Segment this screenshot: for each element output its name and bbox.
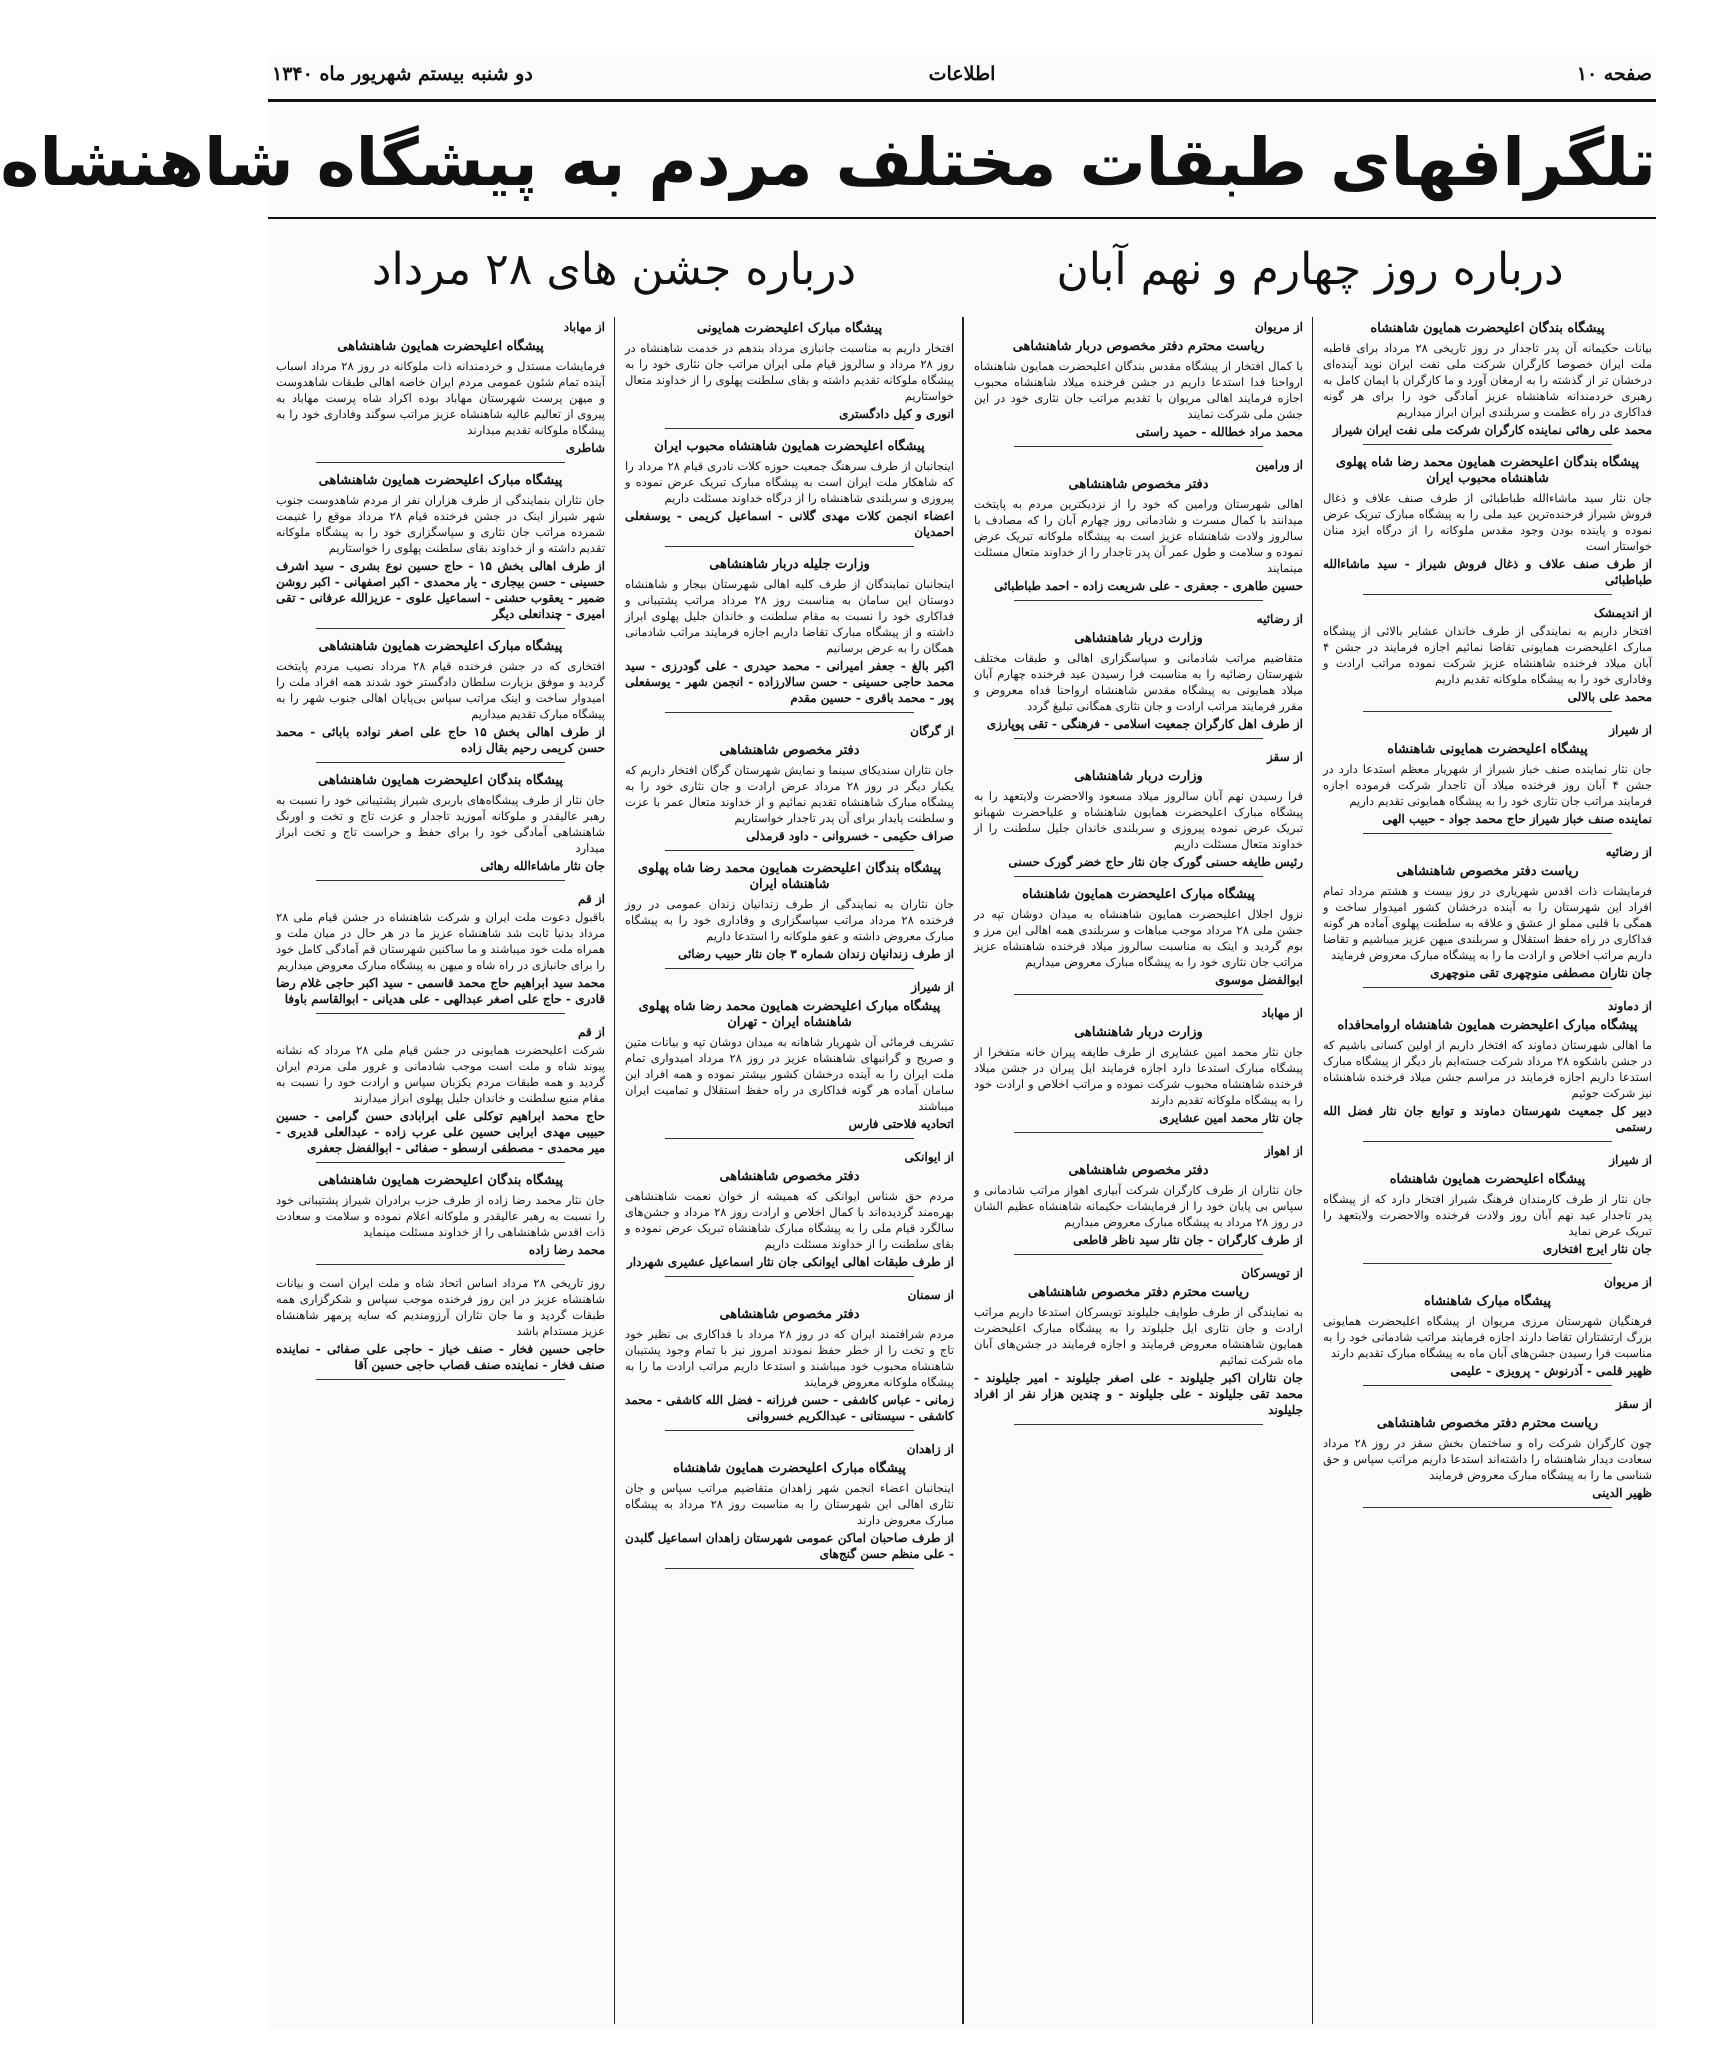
telegram-signature: از طرف اهالی بخش ۱۵ - حاج حسین نوع بشری - سید اشرف حسینی - حسن بیجاری - یار محمدی - اکبر اصفهانی - اکبر روشن ضمیر - یعقوب حشنی - اسماعیل علوی - عزیزالله عرفانی - تقی امیری - چندانعلی دیگر bbox=[276, 559, 605, 621]
telegram-item bbox=[1323, 605, 1652, 712]
telegram-addressee: پیشگاه بندگان اعلیحضرت همایون محمد رضا شاه پهلوی شاهنشاه ایران bbox=[637, 861, 942, 892]
item-divider bbox=[1014, 1132, 1263, 1133]
telegram-signature: حاجی حسین فخار - صنف خباز - حاجی علی صفائی - نماینده صنف فخار - نماینده صنف قصاب حاجی حسین آقا bbox=[276, 1342, 605, 1372]
telegram-body: جان نثاران بنمایندگی از طرف هزاران نفر از مردم شاهدوست جنوب شهر شیراز اینک در جشن فرخنده قیام ۲۸ مرداد موقع را غنیمت شمرده مراتب جان نثاری و سپاسگزاری خود را به پیشگاه ملوکانه تقدیم داشته و از خداوند بقای سلطنت پهلوی را خواستاریم bbox=[276, 493, 605, 555]
telegram-item bbox=[276, 1275, 605, 1380]
item-divider bbox=[1014, 446, 1263, 447]
header-rule bbox=[268, 99, 1656, 102]
telegram-signature: زمانی - عباس کاشفی - حسن فرزانه - فضل الله کاشفی - محمد کاشفی - سیستانی - عبدالکریم خسروانی bbox=[625, 1393, 954, 1423]
telegram-origin: از سقز bbox=[1615, 1397, 1652, 1411]
telegram-body: به نمایندگی از طرف طوایف جلیلوند تویسرکان استدعا داریم مراتب ارادت و جان نثاری ایل جلیلوند را به پیشگاه مبارک اعلیحضرت همایون شاهنشاه معروض فرمایند و اجازه فرمایند در جشن‌های آبان ماه شرکت نمائیم bbox=[974, 1305, 1303, 1367]
telegram-addressee: پیشگاه بندگان اعلیحضرت همایون شاهنشاهی bbox=[317, 1173, 564, 1188]
telegram-signature: انوری و کیل دادگستری bbox=[839, 407, 954, 421]
telegram-signature: ظهیر الدینی bbox=[1592, 1486, 1652, 1500]
telegram-origin: از سمنان bbox=[907, 1288, 954, 1302]
telegram-body: جان نثار نماینده صنف خباز شیراز از شهریار معظم استدعا دارد در جشن ۴ آبان روز فرخنده میلاد آن تاجدار شرکت فرموده اجازه فرمایند مراتب جان نثاری خود را به پیشگاه همایونی تقدیم داریم bbox=[1323, 762, 1653, 808]
paper-name: اطلاعات bbox=[928, 63, 996, 85]
telegram-item bbox=[1323, 455, 1652, 595]
telegram-body: جان نثار محمد رضا زاده از طرف حزب برادران شیراز پشتیبانی خود را نسبت به رهبر عالیقدر و ملوکانه اعلام نموده و سلامت و سعادت ذات اقدس شاهنشاهی را از خداوند مسئلت مینماید bbox=[276, 1193, 605, 1239]
item-divider bbox=[1363, 1141, 1612, 1142]
telegram-body: متقاضیم مراتب شادمانی و سپاسگزاری اهالی و طبقات مختلف شهرستان رضائیه را به مناسبت فرا رسیدن عید فرخنده چهارم آبان میلاد همایونی به پیشگاه مقدس شاهنشاه ارواحنا فداه معروض و مقرر فرمایند مراتب ارادت و جان نثاری همگانی تبلیغ گردد bbox=[974, 651, 1303, 713]
column-4 bbox=[272, 317, 609, 2024]
telegram-body: جان نثاران از طرف کارگران شرکت آبیاری اهواز مراتب شادمانی و سپاس بی پایان خود را از فرمایشات حکیمانه شاهنشاه عظیم الشان در روز ۲۸ مرداد به پیشگاه مبارک معروض میداریم bbox=[974, 1183, 1303, 1229]
item-divider bbox=[1014, 1254, 1263, 1255]
telegram-origin: از سقز bbox=[1266, 750, 1303, 764]
telegram-item bbox=[974, 457, 1303, 601]
item-divider bbox=[316, 628, 565, 629]
telegram-addressee: پیشگاه بندگان اعلیحضرت همایون محمد رضا شاه پهلوی شاهنشاه محبوب ایران bbox=[1335, 455, 1640, 486]
telegram-body: افتخاری که در جشن فرخنده قیام ۲۸ مرداد نصیب مردم پایتخت گردید و موفق بزیارت سلطان دادگستر خود شدند همه افراد ملت را امیدوار ساخت و اینک مراتب سپاس بی‌پایان اهالی جنوب شهر را به پیشگاه مبارک تقدیم میداریم bbox=[276, 659, 606, 721]
telegram-signature: محمد رضا زاده bbox=[528, 1243, 605, 1257]
telegram-addressee: وزارت دربار شاهنشاهی bbox=[1074, 769, 1203, 784]
telegram-body: جان نثار محمد امین عشایری از طرف طایفه پیران خانه متفخرا از پیشگاه مبارک استدعا دارد اجازه فرمایند ایل پیران در جشن میلاد فرخنده شاهنشاه محبوب شرکت نموده و مراتب اخلاص و ارادت خود را به پیشگاه ملوکانه تقدیم دارند bbox=[974, 1045, 1303, 1107]
telegram-body: روز تاریخی ۲۸ مرداد اساس اتحاد شاه و ملت ایران است و بیانات شاهنشاه عزیز در این روز فرخنده موجب سپاس و شکرگزاری همه طبقات گردید و ما جان نثاران آرزومندیم که سایه پرمهر شاهنشاه عزیز مستدام باشد bbox=[276, 1276, 605, 1338]
telegram-origin: از مریوان bbox=[1254, 320, 1303, 334]
item-divider bbox=[1363, 594, 1612, 595]
item-divider bbox=[665, 968, 914, 969]
telegram-signature: دبیر کل جمعیت شهرستان دماوند و توابع جان نثار فضل الله رستمی bbox=[1323, 1104, 1652, 1134]
telegram-body: مردم شرافتمند ایران که در روز ۲۸ مرداد با فداکاری بی نظیر خود تاج و تخت را از خطر حفظ نمودند امروز نیز با تمام وجود پشتیبان شاهنشاه محبوب خود میباشند و استدعا داریم مراتب ارادت ما را به پیشگاه ملوکانه معروض فرمایند bbox=[625, 1327, 954, 1389]
telegram-body: شرکت اعلیحضرت همایونی در جشن قیام ملی ۲۸ مرداد که نشانه پیوند شاه و ملت است موجب شادمانی و غرور ملی مردم ایران گردید و همه طبقات مردم یکزبان سپاس و ارادت خود را نسبت به مقام منیع سلطنت و خاندان جلیل پهلوی ابراز میدارند bbox=[276, 1043, 605, 1105]
telegram-item bbox=[1323, 722, 1652, 834]
telegram-body: فرمایشات ذات اقدس شهریاری در روز بیست و هشتم مرداد تمام افراد این شهرستان را به آینده درخشان کشور امیدوار ساخت و همگی با قلبی مملو از عشق و علاقه به سلطنت پهلوی آماده هر گونه فداکاری در راه حفظ استقلال و سربلندی میهن عزیز میباشیم و تقاضا داریم مراتب اخلاص و ارادت ما را به پیشگاه مبارک معروض فرمایند bbox=[1323, 884, 1652, 962]
telegram-item bbox=[625, 723, 954, 851]
telegram-addressee: دفتر مخصوص شاهنشاهی bbox=[1068, 1163, 1209, 1178]
telegram-item bbox=[1323, 998, 1652, 1142]
telegram-item bbox=[1323, 844, 1652, 988]
main-headline: تلگرافهای طبقات مختلف مردم به پیشگاه شاهنشاه bbox=[0, 124, 1656, 201]
telegram-signature: از طرف صنف علاف و ذغال فروش شیراز - سید ماشاءالله طباطبائی bbox=[1323, 557, 1652, 587]
telegram-body: اینجانبان از طرف سرهنگ جمعیت حوزه کلات نادری قیام ۲۸ مرداد را که شاهکار ملت ایران است به پیشگاه مبارک تبریک عرض نموده و پیروزی و سربلندی شاهنشاه را از درگاه خداوند مسئلت داریم bbox=[625, 459, 954, 505]
telegram-body: با کمال افتخار از پیشگاه مقدس بندگان اعلیحضرت همایون شاهنشاه ارواحنا فدا استدعا داریم در جشن فرخنده میلاد شاهنشاه محبوب اجازه فرمایند اهالی مریوان با تقدیم مراتب جان نثاری خود در این جشن ملی شرکت نمایند bbox=[974, 359, 1303, 421]
telegram-addressee: وزارت دربار شاهنشاهی bbox=[1074, 1025, 1203, 1040]
telegram-item bbox=[974, 611, 1303, 739]
telegram-body: بیانات حکیمانه آن پدر تاجدار در روز تاریخی ۲۸ مرداد برای قاطبه ملت ایران خصوصا کارگران شرکت ملی نفت ایران نوید آینده‌ای درخشان تر از گذشته را به ارمغان آورد و ما کارگران با ایمان کامل به رهبری خردمندانه شاهنشاه عزیز آمادگی خود را برای هر گونه فداکاری در راه عظمت و سربلندی ایران ابراز میداریم bbox=[1323, 341, 1652, 419]
column-1 bbox=[1319, 317, 1656, 2024]
telegram-signature: از طرف کارگران - جان نثار سید ناظر قاطعی bbox=[1073, 1233, 1303, 1247]
telegram-origin: از شیراز bbox=[1609, 723, 1652, 737]
telegram-addressee: پیشگاه بندگان اعلیحضرت همایون شاهنشاهی bbox=[317, 773, 564, 788]
article-columns bbox=[268, 317, 1656, 2024]
telegram-item bbox=[974, 749, 1303, 877]
telegram-body: جان نثاران به نمایندگی از طرف زندانیان زندان عمومی در روز فرخنده ۲۸ مرداد مراتب سپاسگزاری و وفاداری خود را به پیشگاه مبارک معروض داشته و عفو ملوکانه را استدعا داریم bbox=[625, 897, 954, 943]
telegram-body: اینجانبان اعضاء انجمن شهر زاهدان متقاضیم مراتب سپاس و جان نثاری اهالی این شهرستان را به مناسبت روز ۲۸ مرداد به پیشگاه مبارک معروض دارند bbox=[625, 1481, 954, 1527]
telegram-signature: صراف حکیمی - خسروانی - داود قرمذلی bbox=[746, 829, 954, 843]
telegram-signature: اکبر بالغ - جعفر امیرانی - محمد حیدری - علی گودرزی - سید محمد حاجی حسینی - حسن سالارزاده - انجمن شهر - یوسفعلی پور - محمد باقری - حسین مقدم bbox=[625, 659, 954, 705]
telegram-origin: از اندیمشک bbox=[1593, 606, 1652, 620]
telegram-addressee: ریاست محترم دفتر مخصوص شاهنشاهی bbox=[1376, 1416, 1599, 1431]
telegram-body: فرا رسیدن نهم آبان سالروز میلاد مسعود والاحضرت ولایتعهد را به پیشگاه مبارک اعلیحضرت همایون شاهنشاه و علیاحضرت شهبانو تبریک عرض نموده پیروزی و سربلندی خاندان جلیل سلطنت را از خداوند متعال مسئلت داریم bbox=[974, 789, 1303, 851]
telegram-signature: محمد سید ابراهیم حاج محمد قاسمی - سید اکبر حاجی غلام رضا قادری - حاج علی اصغر عبدالهی - علی هدیانی - ابوالقاسم باوفا bbox=[276, 976, 605, 1006]
telegram-item bbox=[276, 1173, 605, 1265]
telegram-origin: از رضائیه bbox=[1605, 845, 1652, 859]
telegram-item bbox=[625, 1287, 954, 1431]
item-divider bbox=[665, 1430, 914, 1431]
telegram-body: افتخار داریم به مناسبت جانبازی مرداد بندهم در خدمت شاهنشاه در روز ۲۸ مرداد و سالروز قیام ملی ایران مراتب جان نثاری خود را به پیشگاه ملوکانه تقدیم داشته و بقای سلطنت پهلوی را از خداوند متعال خواستاریم bbox=[625, 341, 954, 403]
telegram-signature: از طرف طبقات اهالی ایوانکی جان نثار اسماعیل عشیری شهردار bbox=[626, 1255, 954, 1269]
headline-rule bbox=[268, 217, 1656, 219]
telegram-body: اینجانبان نمایندگان از طرف کلیه اهالی شهرستان بیجار و شاهنشاه دوستان این سامان به مناسبت روز ۲۸ مرداد مراتب پشتیبانی و فداکاری خود را نسبت به مقام سلطنت و خاندان جلیل پهلوی ابراز داشته و از پیشگاه مبارک تقاضا داریم اجازه فرمایند مراتب شادمانی همگان را به عرض برسانیم bbox=[625, 577, 954, 655]
item-divider bbox=[1363, 444, 1612, 445]
newspaper-page bbox=[0, 55, 1656, 2030]
telegram-item bbox=[276, 773, 605, 881]
telegram-body: افتخار داریم به نمایندگی از طرف خاندان عشایر بالائی از پیشگاه مبارک اعلیحضرت همایونی تقاضا نمائیم اجازه فرمایند در جشن ۴ آبان میلاد فرخنده شاهنشاه عزیز شرکت نموده مراتب ارادت و وفاداری خود را به پیشگاه ملوکانه تقدیم داریم bbox=[1323, 624, 1652, 686]
telegram-body: تشریف فرمائی آن شهریار شاهانه به میدان دوشان تپه و بیانات متین و صریح و گرانبهای شاهنشاه عزیز در روز ۲۸ مرداد امیدواری تمام ملت ایران را به آینده درخشان کشور بیشتر نموده و همه افراد این سامان آماده هر گونه فداکاری در راه حفظ استقلال و تمامیت ایران میباشند bbox=[625, 1035, 954, 1113]
column-2 bbox=[970, 317, 1307, 2024]
item-divider bbox=[316, 880, 565, 881]
telegram-item bbox=[625, 1149, 954, 1277]
telegram-signature: محمد علی بالالی bbox=[1567, 690, 1652, 704]
item-divider bbox=[1014, 876, 1263, 877]
issue-date: دو شنبه بیستم شهریور ماه ۱۳۴۰ bbox=[272, 63, 533, 85]
telegram-addressee: پیشگاه مبارک اعلیحضرت همایون شاهنشاه bbox=[1022, 887, 1255, 902]
telegram-item bbox=[625, 557, 954, 713]
telegram-addressee: ریاست دفتر مخصوص شاهنشاهی bbox=[1396, 864, 1579, 879]
telegram-signature: ظهیر قلمی - آذرنوش - پرویزی - علیمی bbox=[1450, 1364, 1652, 1378]
telegram-signature: جان نثار ماشاءالله رهائی bbox=[480, 859, 605, 873]
item-divider bbox=[316, 1162, 565, 1163]
telegram-item bbox=[974, 1143, 1303, 1255]
item-divider bbox=[1014, 1424, 1263, 1425]
telegram-item bbox=[276, 639, 605, 763]
item-divider bbox=[1014, 600, 1263, 601]
telegram-signature: ابوالفضل موسوی bbox=[1215, 973, 1303, 987]
telegram-body: جان نثار سید ماشاءالله طباطبائی از طرف صنف علاف و ذغال فروش شیراز فرخنده‌ترین عید ملی را به پیشگاه مبارک تبریک عرض نموده و پاینده بودن وجود مقدس ملوکانه را از درگاه ایزد منان خواستار است bbox=[1323, 491, 1652, 553]
telegram-signature: از طرف صاحبان اماکن عمومی شهرستان زاهدان اسماعیل گلبدن - علی منظم حسن گنج‌های bbox=[625, 1531, 954, 1561]
telegram-item bbox=[625, 979, 954, 1139]
telegram-origin: از شیراز bbox=[1609, 1153, 1652, 1167]
telegram-signature: جان نثار محمد امین عشایری bbox=[1159, 1111, 1303, 1125]
telegram-signature: حاج محمد ابراهیم توکلی علی ابرابادی حسن گرامی - حسین حبیبی مهدی ابرابی حسین علی عرب زاده - عبدالعلی قدیری - میر محمدی - مصطفی ارسطو - صفائی - ابوالفضل جعفری bbox=[276, 1109, 605, 1155]
telegram-item bbox=[625, 861, 954, 969]
telegram-addressee: پیشگاه مبارک اعلیحضرت همایونی bbox=[696, 321, 883, 336]
telegram-addressee: دفتر مخصوص شاهنشاهی bbox=[719, 1307, 860, 1322]
telegram-item bbox=[276, 319, 605, 463]
telegram-item bbox=[1323, 1152, 1652, 1264]
item-divider bbox=[665, 1276, 914, 1277]
telegram-addressee: پیشگاه مبارک اعلیحضرت همایون شاهنشاهی bbox=[318, 639, 563, 654]
telegram-body: جان نثار از طرف پیشگاه‌های باربری شیراز پشتیبانی خود را نسبت به رهبر عالیقدر و ملوکانه آموزید تاجدار و عزت تاج و تخت و اورنگ شاهنشاهی آمادگی خود را برای حفظ و حراست تاج و تخت ابراز میدارد bbox=[276, 793, 605, 855]
telegram-addressee: وزارت جلیله دربار شاهنشاهی bbox=[709, 557, 870, 572]
telegram-addressee: پیشگاه مبارک اعلیحضرت همایون شاهنشاهی bbox=[318, 473, 563, 488]
telegram-addressee: دفتر مخصوص شاهنشاهی bbox=[719, 743, 860, 758]
item-divider bbox=[665, 850, 914, 851]
telegram-signature: اعضاء انجمن کلات مهدی گلانی - اسماعیل کریمی - یوسفعلی احمدیان bbox=[625, 509, 954, 539]
telegram-signature: جان نثار ایرج افتخاری bbox=[1542, 1242, 1652, 1256]
telegram-body: نزول اجلال اعلیحضرت همایون شاهنشاه به میدان دوشان تپه در جشن ملی ۲۸ مرداد موجب مباهات و سربلندی همه اهالی این مرز و بوم گردید و اینک به مناسبت سالروز میلاد فرخنده شاهنشاه عزیز مراتب جان نثاری خود را به پیشگاه مبارک معروض میداریم bbox=[974, 907, 1303, 969]
telegram-body: فرهنگیان شهرستان مرزی مریوان از پیشگاه اعلیحضرت همایونی بزرگ ارتشتاران تقاضا دارند اجازه فرمایند مراتب شادمانی خود را به مناسبت فرا رسیدن جشن‌های آبان ماه به پیشگاه مبارک تقدیم دارند bbox=[1323, 1314, 1652, 1360]
telegram-origin: از اهواز bbox=[1264, 1144, 1303, 1158]
telegram-signature: شاطری bbox=[565, 441, 605, 455]
telegram-item bbox=[1323, 321, 1652, 445]
telegram-addressee: پیشگاه اعلیحضرت همایون شاهنشاه bbox=[1389, 1172, 1586, 1187]
telegram-addressee: پیشگاه مبارک اعلیحضرت همایون شاهنشاه اروامحافداه bbox=[1337, 1018, 1638, 1033]
telegram-addressee: ریاست محترم دفتر مخصوص دربار شاهنشاهی bbox=[1012, 339, 1265, 354]
telegram-signature: محمد علی رهائی نماینده کارگران شرکت ملی نفت ایران شیراز bbox=[1332, 423, 1652, 437]
telegram-item bbox=[1323, 1396, 1652, 1508]
telegram-origin: از قم bbox=[577, 892, 605, 906]
item-divider bbox=[1363, 987, 1612, 988]
item-divider bbox=[1363, 1263, 1612, 1264]
telegram-origin: از گرگان bbox=[910, 724, 954, 738]
item-divider bbox=[1363, 833, 1612, 834]
telegram-item bbox=[1323, 1274, 1652, 1386]
telegram-origin: از مهاباد bbox=[563, 320, 605, 334]
item-divider bbox=[316, 1013, 565, 1014]
telegram-body: فرمایشات مستدل و خردمندانه ذات ملوکانه در روز ۲۸ مرداد اسباب آینده تمام شئون عمومی مردم ایران خاصه اهالی طبقات شاهدوست و میهن پرست شهرستان مهاباد بوده اکراد شاه پرست مهاباد به پیروی از تعالیم عالیه شاهنشاه عزیز مراتب سوگند وفاداری خود را به پیشگاه ملوکانه تقدیم میدارند bbox=[276, 359, 605, 437]
telegram-addressee: وزارت دربار شاهنشاهی bbox=[1074, 631, 1203, 646]
telegram-addressee: ریاست محترم دفتر مخصوص شاهنشاهی bbox=[1027, 1285, 1250, 1300]
telegram-addressee: دفتر مخصوص شاهنشاهی bbox=[1068, 477, 1209, 492]
subhead-mordad: درباره جشن های ۲۸ مرداد bbox=[371, 244, 857, 295]
item-divider bbox=[665, 712, 914, 713]
telegram-origin: از ورامین bbox=[1255, 458, 1303, 472]
item-divider bbox=[1014, 738, 1263, 739]
item-divider bbox=[1363, 711, 1612, 712]
telegram-addressee: پیشگاه اعلیحضرت همایون شاهنشاه محبوب ایران bbox=[654, 439, 925, 454]
telegram-item bbox=[276, 473, 605, 629]
item-divider bbox=[316, 1264, 565, 1265]
telegram-addressee: پیشگاه مبارک شاهنشاه bbox=[1424, 1294, 1551, 1309]
telegram-item bbox=[974, 1005, 1303, 1133]
telegram-item bbox=[625, 1441, 954, 1569]
telegram-item bbox=[625, 321, 954, 429]
telegram-signature: حسین طاهری - جعفری - علی شریعت زاده - احمد طباطبائی bbox=[994, 579, 1303, 593]
telegram-body: جان نثاران سندیکای سینما و نمایش شهرستان گرگان افتخار داریم که یکبار دیگر در روز ۲۸ مرداد عرض ارادت و جان نثاری خود را به پیشگاه مبارک شاهنشاه تقدیم نمائیم و از خداوند متعال عمر با عزت و سلطنت پایدار برای آن پدر تاجدار خواستاریم bbox=[625, 763, 954, 825]
telegram-item bbox=[974, 1265, 1303, 1425]
telegram-addressee: پیشگاه مبارک اعلیحضرت همایون شاهنشاه bbox=[673, 1461, 906, 1476]
telegram-item bbox=[276, 1024, 605, 1163]
telegram-origin: از دماوند bbox=[1607, 999, 1652, 1013]
item-divider bbox=[316, 1379, 565, 1380]
telegram-origin: از شیراز bbox=[911, 980, 954, 994]
item-divider bbox=[316, 462, 565, 463]
telegram-origin: از مریوان bbox=[1603, 1275, 1652, 1289]
item-divider bbox=[1363, 1385, 1612, 1386]
telegram-body: اهالی شهرستان ورامین که خود را از نزدیکترین مردم به پایتخت میدانند با کمال مسرت و شادمانی روز چهارم آبان را که مصادف با سالروز ولادت شاهنشاه عزیز است به پیشگاه ملوکانه تبریک عرض نموده و سلامت و طول عمر آن پدر تاجدار را از خداوند متعال مسئلت مینمایند bbox=[974, 497, 1303, 575]
telegram-body: جان نثار از طرف کارمندان فرهنگ شیراز افتخار دارد که از پیشگاه پدر تاجدار عید نهم آبان روز ولادت فرخنده والاحضرت ولایتعهد را تبریک عرض نماید bbox=[1323, 1192, 1652, 1238]
telegram-signature: از طرف اهل کارگران جمعیت اسلامی - فرهنگی - تقی پوپارزی bbox=[986, 717, 1303, 731]
telegram-origin: از رضائیه bbox=[1256, 612, 1303, 626]
item-divider bbox=[1363, 1507, 1612, 1508]
telegram-origin: از زاهدان bbox=[906, 1442, 954, 1456]
telegram-signature: محمد مراد خطالله - حمید راستی bbox=[1135, 425, 1303, 439]
telegram-body: مردم حق شناس ایوانکی که همیشه از خوان نعمت شاهنشاهی بهره‌مند گردیده‌اند با کمال اخلاص و ارادت روز ۲۸ مرداد و جشن‌های سالگرد قیام ملی را به پیشگاه مبارک شاهنشاه تبریک عرض نموده و بقای سلطنت را از خداوند مسئلت داریم bbox=[625, 1189, 955, 1251]
item-divider bbox=[1014, 994, 1263, 995]
telegram-signature: نماینده صنف خباز شیراز حاج محمد جواد - حبیب الهی bbox=[1382, 812, 1652, 826]
telegram-addressee: پیشگاه بندگان اعلیحضرت همایون شاهنشاه bbox=[1370, 321, 1605, 336]
telegram-signature: از طرف زندانیان زندان شماره ۳ جان نثار حبیب رضائی bbox=[677, 947, 954, 961]
telegram-addressee: پیشگاه مبارک اعلیحضرت همایون محمد رضا شاه پهلوی شاهنشاه ایران - تهران bbox=[638, 999, 941, 1030]
telegram-addressee: دفتر مخصوص شاهنشاهی bbox=[719, 1169, 860, 1184]
telegram-signature: اتحادیه فلاحتی فارس bbox=[848, 1117, 954, 1131]
telegram-item bbox=[974, 887, 1303, 995]
column-3 bbox=[621, 317, 958, 2024]
telegram-origin: از تویسرکان bbox=[1241, 1266, 1303, 1280]
page-number: صفحه ۱۰ bbox=[1576, 63, 1652, 85]
telegram-item bbox=[625, 439, 954, 547]
telegram-origin: از ایوانکی bbox=[904, 1150, 954, 1164]
subhead-aban: درباره روز چهارم و نهم آبان bbox=[1056, 244, 1564, 295]
page-folio bbox=[268, 63, 1656, 93]
telegram-origin: از قم bbox=[577, 1025, 605, 1039]
telegram-body: ما اهالی شهرستان دماوند که افتخار داریم از اولین کسانی باشیم که در جشن باشکوه ۲۸ مرداد شرکت جسته‌ایم بار دیگر از پیشگاه مبارک استدعا داریم اجازه فرمایند در مراسم جشن میلاد فرخنده شاهنشاه نیز شرکت جوئیم bbox=[1323, 1038, 1652, 1100]
telegram-addressee: پیشگاه اعلیحضرت همایونی شاهنشاه bbox=[1387, 742, 1588, 757]
telegram-body: چون کارگران شرکت راه و ساختمان بخش سقز در روز ۲۸ مرداد سعادت دیدار شاهنشاه را داشته‌اند استدعا داریم مراتب سپاس و حق شناسی ما را به پیشگاه مبارک معروض فرمایند bbox=[1323, 1436, 1652, 1482]
telegram-addressee: پیشگاه اعلیحضرت همایون شاهنشاهی bbox=[337, 339, 544, 354]
telegram-signature: رئیس طایفه حسنی گورک جان نثار حاج خضر گورک حسنی bbox=[1008, 855, 1303, 869]
telegram-body: باقبول دعوت ملت ایران و شرکت شاهنشاه در جشن قیام ملی ۲۸ مرداد بدنیا ثابت شد شاهنشاه عزیز ما در هر حال در میان ملت و همراه ملت خود میباشند و ما ساکنین شهرستان قم آمادگی کامل خود را برای جانبازی در راه شاه و میهن به پیشگاه مبارک معروض میداریم bbox=[276, 910, 605, 972]
telegram-origin: از مهاباد bbox=[1261, 1006, 1303, 1020]
telegram-signature: جان نثاران مصطفی منوچهری تقی منوچهری bbox=[1430, 966, 1652, 980]
item-divider bbox=[316, 762, 565, 763]
item-divider bbox=[665, 1138, 914, 1139]
item-divider bbox=[665, 546, 914, 547]
item-divider bbox=[665, 428, 914, 429]
telegram-item bbox=[974, 319, 1303, 447]
telegram-signature: از طرف اهالی بخش ۱۵ حاج علی اصغر نواده بابائی - محمد حسن کریمی رحیم بقال زاده bbox=[276, 725, 606, 755]
telegram-item bbox=[276, 891, 605, 1014]
item-divider bbox=[665, 1568, 914, 1569]
telegram-signature: جان نثاران اکبر جلیلوند - علی اصغر جلیلوند - امیر جلیلوند - محمد تقی جلیلوند - علی جلیلوند - و چندین هزار نفر از افراد جلیلوند bbox=[974, 1371, 1303, 1417]
